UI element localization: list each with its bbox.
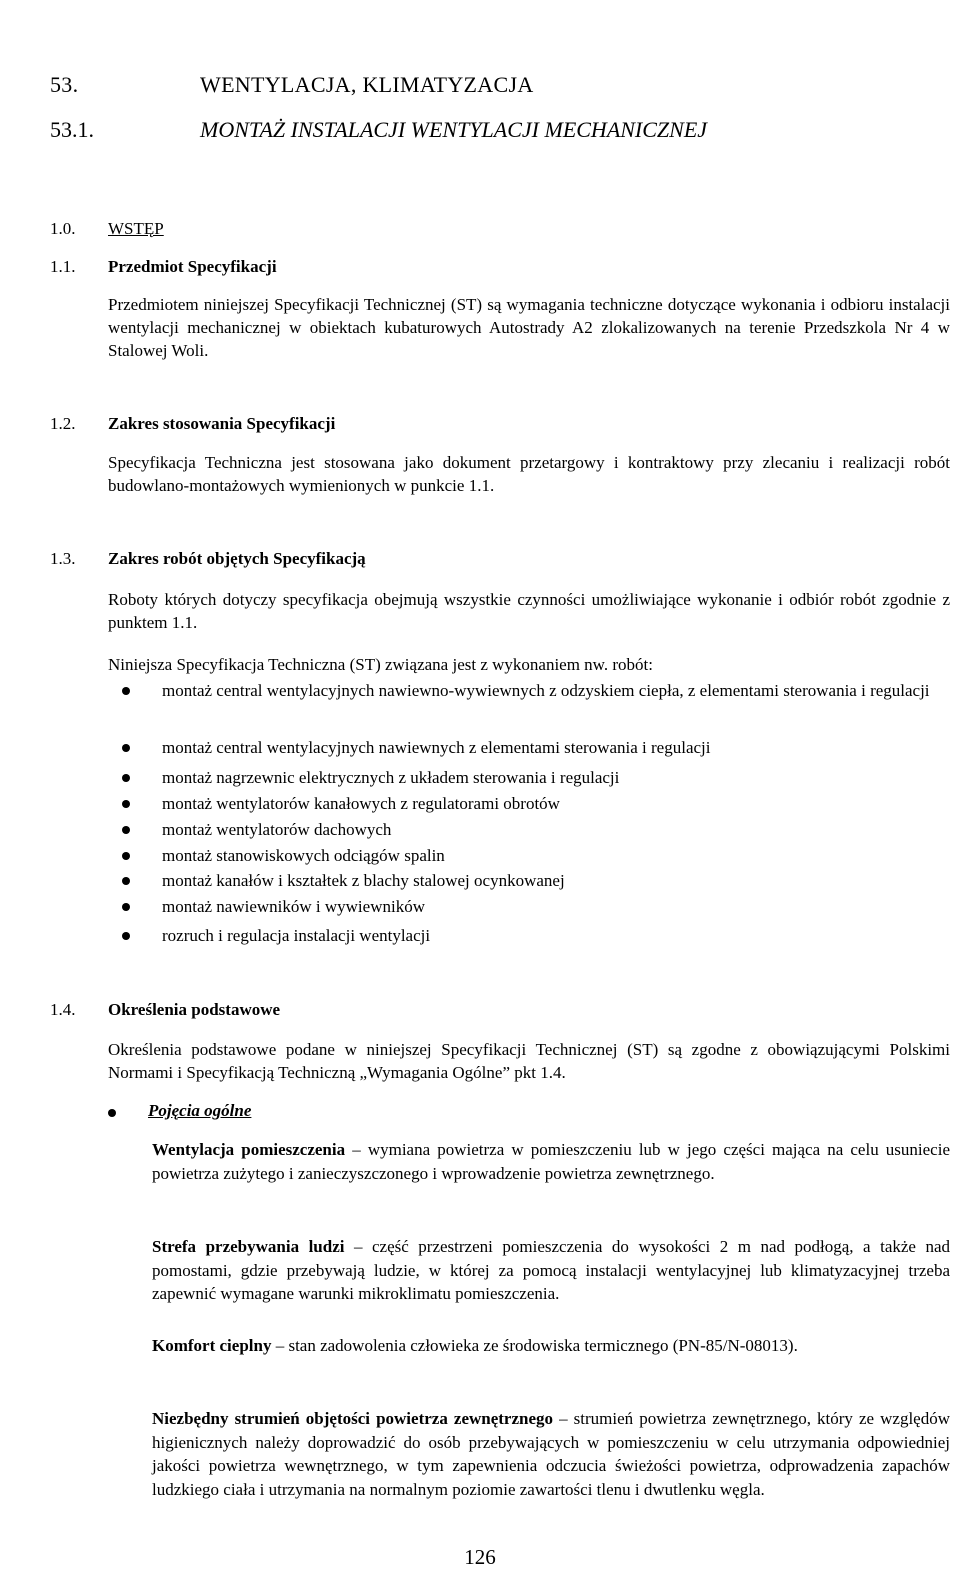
- concepts-bullet: [108, 1101, 251, 1121]
- definition-item: [152, 1235, 950, 1306]
- section-number: 1.0.: [50, 219, 76, 238]
- list-item: montaż central wentylacyjnych nawiewno-wywiewnych z odzyskiem ciepła, z elementami sterowania i regulacji: [108, 679, 950, 702]
- section-title: WSTĘP: [108, 219, 164, 238]
- definition-text: – strumień powietrza zewnętrznego, który ze względów higienicznych należy doprowadzić do osób przebywających w pomieszczeniu w celu utrzymania odpowiedniej jakości powietrza wewnętrznego, w tym zapewnienia odczucia świeżości powietrza, odprowadzenia zapachów ludzkiego ciała i utrzymania na normalnym poziomie zawartości tlenu i dwutlenku węgla.: [152, 1409, 950, 1499]
- list-item: montaż stanowiskowych odciągów spalin: [108, 844, 950, 867]
- bullet-icon: [122, 877, 130, 885]
- section-number: 1.2.: [50, 414, 76, 433]
- section-number: 1.1.: [50, 257, 76, 276]
- list-item: montaż wentylatorów kanałowych z regulatorami obrotów: [108, 792, 950, 815]
- chapter-heading: [50, 72, 534, 98]
- definition-term: Strefa przebywania ludzi: [152, 1237, 345, 1256]
- list-item: montaż central wentylacyjnych nawiewnych z elementami sterowania i regulacji: [108, 736, 950, 759]
- section-title: Zakres stosowania Specyfikacji: [108, 414, 336, 433]
- section-number: 1.3.: [50, 549, 76, 568]
- section-1-1-text: Przedmiotem niniejszej Specyfikacji Technicznej (ST) są wymagania techniczne dotyczące wykonania i odbioru instalacji wentylacji mechanicznej w obiektach kubaturowych Autostrady A2 zlokalizowanych na terenie Przedszkola Nr 4 w Stalowej Woli.: [108, 295, 950, 360]
- definition-item: [152, 1334, 950, 1358]
- list-item: rozruch i regulacja instalacji wentylacji: [108, 924, 950, 947]
- section-title: Przedmiot Specyfikacji: [108, 257, 277, 276]
- section-1-1-heading: [50, 257, 277, 277]
- bullet-icon: [122, 744, 130, 752]
- subchapter-title: MONTAŻ INSTALACJI WENTYLACJI MECHANICZNEJ: [200, 117, 708, 142]
- list-item: montaż wentylatorów dachowych: [108, 818, 950, 841]
- section-intro-heading: [50, 219, 164, 239]
- definition-term: Wentylacja pomieszczenia: [152, 1140, 346, 1159]
- concepts-title: Pojęcia ogólne: [148, 1101, 252, 1120]
- bullet-icon: [122, 852, 130, 860]
- definition-term: Komfort cieplny: [152, 1336, 272, 1355]
- section-number: 1.4.: [50, 1000, 76, 1019]
- section-title: Określenia podstawowe: [108, 1000, 281, 1019]
- bullet-icon: [122, 932, 130, 940]
- bullet-icon: [122, 800, 130, 808]
- definition-text: – wymiana powietrza w pomieszczeniu lub w jego części mająca na celu usuniecie powietrza zużytego i zanieczyszczonego i wprowadzenie powietrza zewnętrznego.: [152, 1140, 950, 1183]
- bullet-icon: [122, 826, 130, 834]
- bullet-icon: [122, 687, 130, 695]
- definition-text: – część przestrzeni pomieszczenia do wysokości 2 m nad podłogą, a także nad pomostami, gdzie przebywają ludzie, w której za pomocą instalacji wentylacyjnej lub klimatyzacyjnej trzeba zapewnić wymagane warunki mikroklimatu pomieszczenia.: [152, 1237, 951, 1303]
- definition-item: [152, 1407, 950, 1501]
- list-item: montaż kanałów i kształtek z blachy stalowej ocynkowanej: [108, 869, 950, 892]
- bullet-icon: [108, 1109, 116, 1117]
- section-1-3-heading: [50, 549, 366, 569]
- chapter-title: WENTYLACJA, KLIMATYZACJA: [200, 72, 534, 97]
- section-1-3-text2: Niniejsza Specyfikacja Techniczna (ST) związana jest z wykonaniem nw. robót:: [108, 655, 653, 674]
- bullet-icon: [122, 903, 130, 911]
- definition-term: Niezbędny strumień objętości powietrza zewnętrznego: [152, 1409, 554, 1428]
- subchapter-heading: [50, 117, 707, 143]
- list-item: montaż nagrzewnic elektrycznych z układem sterowania i regulacji: [108, 766, 950, 789]
- section-title: Zakres robót objętych Specyfikacją: [108, 549, 366, 568]
- section-1-2-text: Specyfikacja Techniczna jest stosowana jako dokument przetargowy i kontraktowy przy zlecaniu i realizacji robót budowlano-montażowych wymienionych w punkcie 1.1.: [108, 453, 950, 495]
- chapter-number: 53.: [50, 72, 79, 97]
- section-1-4-heading: [50, 1000, 280, 1020]
- section-1-2-heading: [50, 414, 335, 434]
- page-number: 126: [464, 1545, 496, 1569]
- definition-text: – stan zadowolenia człowieka ze środowiska termicznego (PN-85/N-08013).: [271, 1336, 798, 1355]
- list-item: montaż nawiewników i wywiewników: [108, 895, 950, 918]
- definition-item: [152, 1138, 950, 1185]
- subchapter-number: 53.1.: [50, 117, 94, 142]
- bullet-icon: [122, 774, 130, 782]
- section-1-4-text: Określenia podstawowe podane w niniejszej Specyfikacji Technicznej (ST) są zgodne z obowiązującymi Polskimi Normami i Specyfikacją Techniczną „Wymagania Ogólne” pkt 1.4.: [108, 1040, 950, 1082]
- section-1-3-text: Roboty których dotyczy specyfikacja obejmują wszystkie czynności umożliwiające wykonanie i odbiór robót zgodnie z punktem 1.1.: [108, 590, 950, 632]
